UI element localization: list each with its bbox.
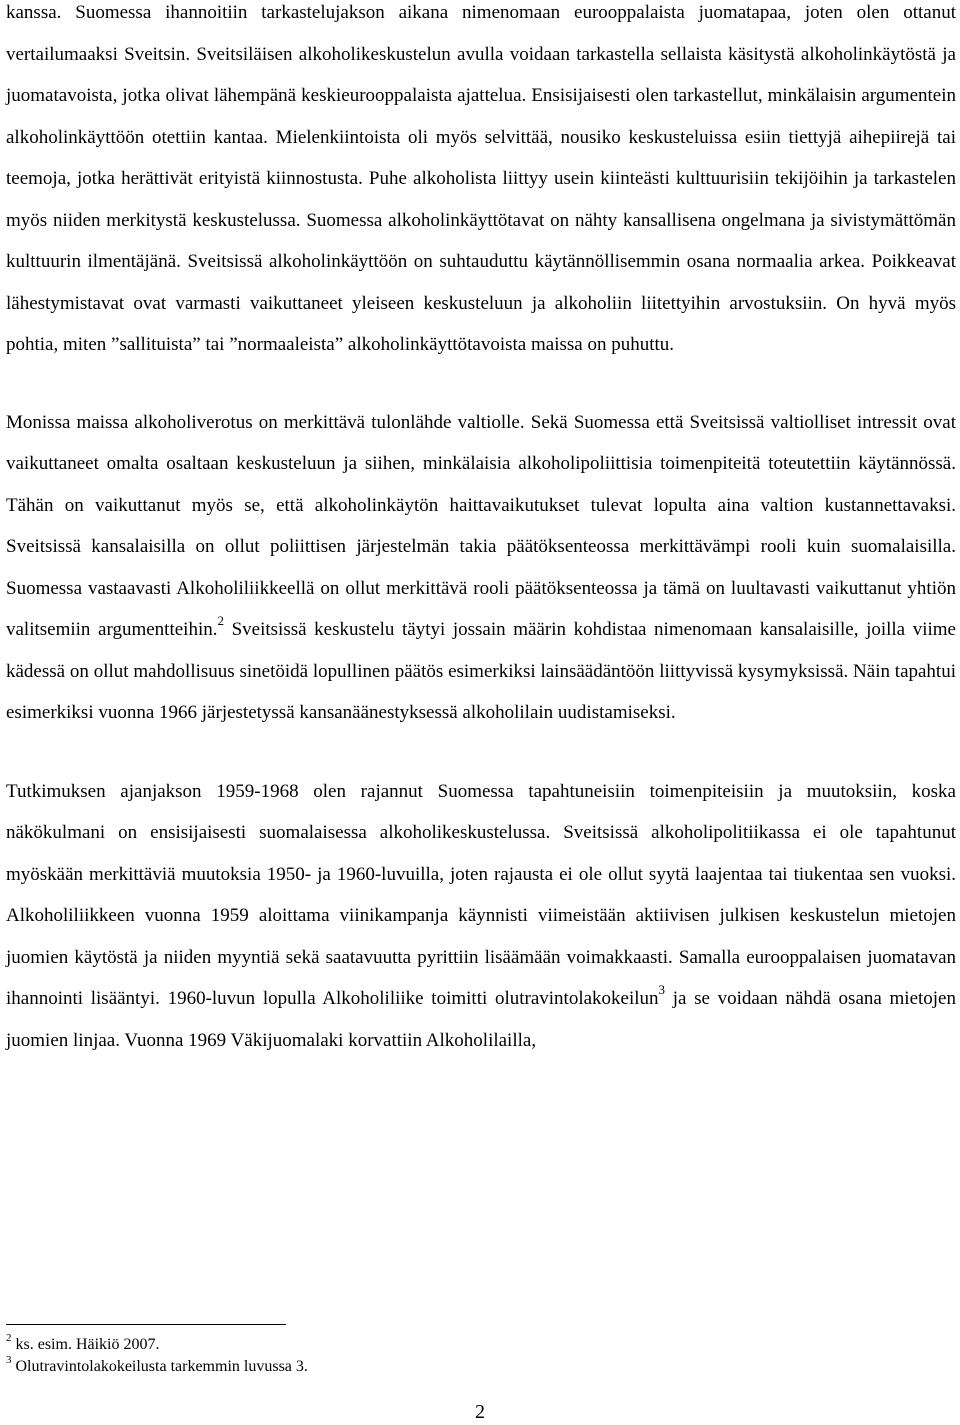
page-number: 2 (475, 1401, 485, 1423)
footnote-text: Olutravintolakokeilusta tarkemmin luvussa 3. (15, 1358, 308, 1375)
paragraph-text: Tutkimuksen ajanjakson 1959-1968 olen rajannut Suomessa tapahtuneisiin toimenpiteisiin ja muutoksiin, koska näkökulmani on ensisijaisesti suomalaisessa alkoholikeskustelussa. Sveitsissä alkoholipolitiikassa ei ole tapahtunut myöskään merkittäviä muutoksia 1950- ja 1960-luvuilla, joten rajausta ei ole ollut syytä laajentaa tai tiukentaa sen vuoksi. Alkoholiliikkeen vuonna 1959 aloittama viinikampanja käynnisti viimeistään aktiivisen julkisen keskustelun mietojen juomien käytöstä ja niiden myyntiä sekä saatavuutta pyrittiin lisäämään voimakkaasti. Samalla eurooppalaisen juomatavan ihannointi lisääntyi. 1960-luvun lopulla Alkoholiliike toimitti olutravintolakokeilun (6, 780, 956, 1009)
body-paragraph (6, 771, 956, 1062)
paragraph-text: kanssa. Suomessa ihannoitiin tarkastelujakson aikana nimenomaan eurooppalaista juomatapaa, joten olen ottanut vertailumaaksi Sveitsin. Sveitsiläisen alkoholikeskustelun avulla voidaan tarkastella sellaista käsitystä alkoholinkäytöstä ja juomatavoista, jotka olivat lähempänä keskieurooppalaista ajattelua. Ensisijaisesti olen tarkastellut, minkälaisin argumentein alkoholinkäyttöön otettiin kantaa. Mielenkiintoista oli myös selvittää, nousiko keskusteluissa esiin tiettyjä aihepiirejä tai teemoja, jotka herättivät erityistä kiinnostusta. Puhe alkoholista liittyy usein kiinteästi kulttuurisiin tekijöihin ja tarkastelen myös niiden merkitystä keskustelussa. Suomessa alkoholinkäyttötavat on nähty kansallisena ongelmana ja sivistymättömän kulttuurin ilmentäjänä. Sveitsissä alkoholinkäyttöön on suhtauduttu käytännöllisemmin osana normaalia arkea. Poikkeavat lähestymistavat ovat varmasti vaikuttaneet yleiseen keskusteluun ja alkoholiin liitettyihin arvostuksiin. On hyvä myös pohtia, miten ”sallituista” tai ”normaaleista” alkoholinkäyttötavoista maissa on puhuttu. (6, 2, 956, 355)
paragraph-text: ja se voidaan nähdä osana mietojen juomien linjaa. Vuonna 1969 Väkijuomalaki korvattiin Alkoholilailla, (6, 988, 956, 1051)
footnote-reference[interactable]: 2 (217, 612, 224, 628)
paragraph-text: Monissa maissa alkoholiverotus on merkittävä tulonlähde valtiolle. Sekä Suomessa että Sveitsissä valtiolliset intressit ovat vaikuttaneet omalta osaltaan keskusteluun ja siihen, minkälaisia alkoholipoliittisia toimenpiteitä toteutettiin käytännössä. Tähän on vaikuttanut myös se, että alkoholinkäytön haittavaikutukset tulevat lopulta aina valtion kustannettavaksi. Sveitsissä kansalaisilla on ollut poliittisen järjestelmän takia päätöksenteossa merkittävämpi rooli kuin suomalaisilla. Suomessa vastaavasti Alkoholiliikkeellä on ollut merkittävä rooli päätöksenteossa ja tämä on luultavasti vaikuttanut yhtiön valitsemiin argumentteihin. (6, 411, 956, 640)
body-paragraph (6, 402, 956, 734)
footnote-reference[interactable]: 3 (658, 981, 666, 997)
body-paragraph (6, 0, 956, 366)
footnote-text: ks. esim. Häikiö 2007. (15, 1336, 160, 1353)
footnote-marker: 3 (6, 1353, 12, 1366)
footnote-separator (6, 1324, 286, 1325)
footnote (6, 1331, 906, 1356)
footnotes (6, 1331, 906, 1378)
document-page (6, 0, 956, 1061)
footnote-marker: 2 (6, 1331, 12, 1344)
paragraph-text: Sveitsissä keskustelu täytyi jossain määrin kohdistaa nimenomaan kansalaisille, joilla viime kädessä on ollut mahdollisuus sinetöidä lopullinen päätös esimerkiksi lainsäädäntöön liittyvissä kysymyksissä. Näin tapahtui esimerkiksi vuonna 1966 järjestetyssä kansanäänestyksessä alkoholilain uudistamiseksi. (6, 619, 956, 723)
footnote (6, 1353, 906, 1378)
